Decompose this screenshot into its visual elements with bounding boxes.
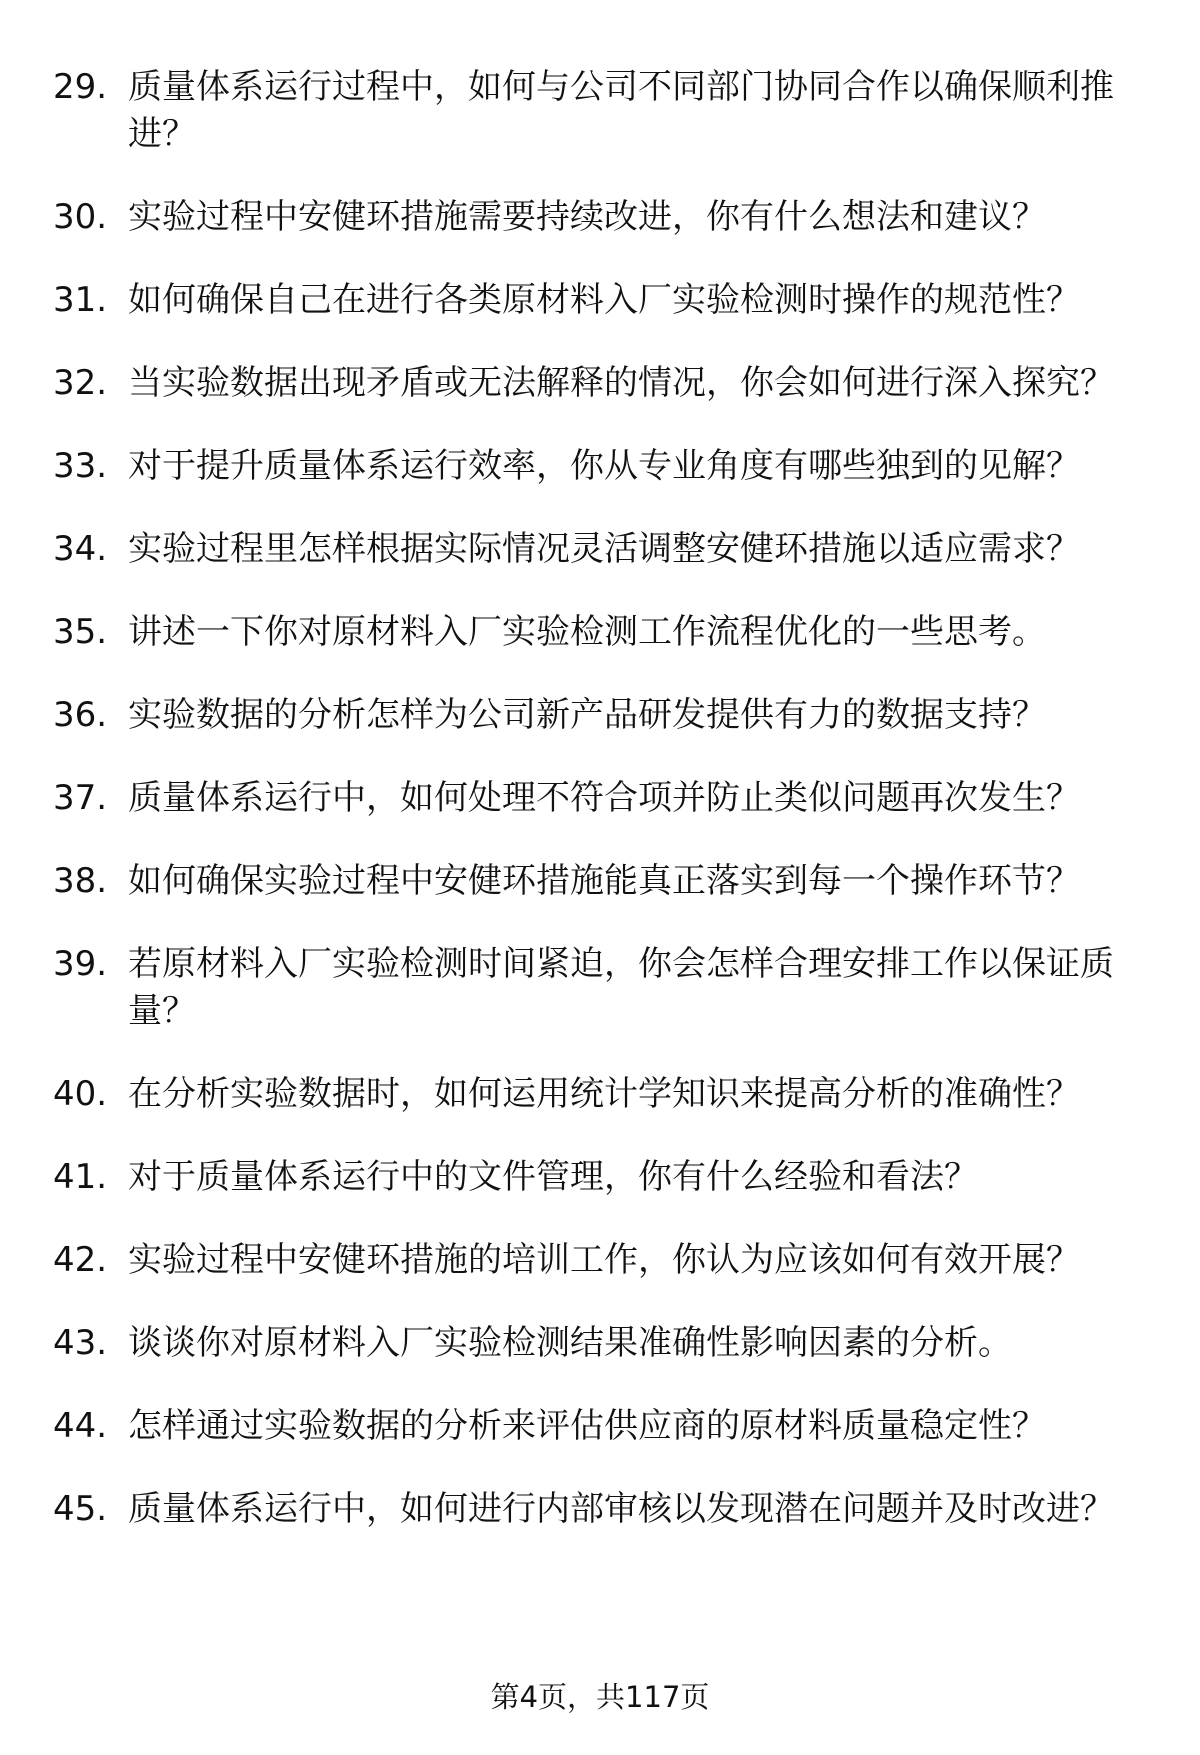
question-text: 对于提升质量体系运行效率，你从专业角度有哪些独到的见解？ [128,446,1080,486]
question-item [53,277,1163,324]
question-number: 34. [53,529,108,569]
question-item [53,1154,1163,1201]
question-number: 39. [53,944,108,984]
question-number: 43. [53,1323,108,1363]
question-number: 33. [53,446,108,486]
question-number: 40. [53,1074,108,1114]
question-number: 36. [53,695,108,735]
question-text: 实验过程中安健环措施需要持续改进，你有什么想法和建议？ [128,197,1046,237]
question-item [53,64,1163,158]
question-text: 质量体系运行过程中，如何与公司不同部门协同合作以确保顺利推进？ [128,67,1114,154]
question-number: 29. [53,67,108,107]
question-text: 实验过程里怎样根据实际情况灵活调整安健环措施以适应需求？ [128,529,1080,569]
question-item [53,1486,1163,1533]
question-item [53,858,1163,905]
page-number: 第4页，共117页 [490,1680,710,1714]
question-item [53,1320,1163,1367]
question-item [53,526,1163,573]
question-text: 若原材料入厂实验检测时间紧迫，你会怎样合理安排工作以保证质量？ [128,944,1114,1031]
question-item [53,775,1163,822]
question-number: 45. [53,1489,108,1529]
question-item [53,692,1163,739]
question-item [53,609,1163,656]
question-text: 讲述一下你对原材料入厂实验检测工作流程优化的一些思考。 [128,612,1046,652]
question-number: 42. [53,1240,108,1280]
question-number: 32. [53,363,108,403]
question-text: 如何确保自己在进行各类原材料入厂实验检测时操作的规范性？ [128,280,1080,320]
question-number: 44. [53,1406,108,1446]
question-item [53,443,1163,490]
question-number: 31. [53,280,108,320]
question-text: 质量体系运行中，如何进行内部审核以发现潜在问题并及时改进？ [128,1489,1114,1529]
question-item [53,360,1163,407]
question-item [53,1237,1163,1284]
question-text: 当实验数据出现矛盾或无法解释的情况，你会如何进行深入探究？ [128,363,1114,403]
question-item [53,941,1163,1035]
question-number: 37. [53,778,108,818]
question-item [53,1403,1163,1450]
question-item [53,194,1163,241]
question-number: 30. [53,197,108,237]
question-number: 38. [53,861,108,901]
question-number: 41. [53,1157,108,1197]
question-text: 怎样通过实验数据的分析来评估供应商的原材料质量稳定性？ [128,1406,1046,1446]
question-text: 对于质量体系运行中的文件管理，你有什么经验和看法？ [128,1157,978,1197]
question-number: 35. [53,612,108,652]
question-text: 实验数据的分析怎样为公司新产品研发提供有力的数据支持？ [128,695,1046,735]
question-text: 谈谈你对原材料入厂实验检测结果准确性影响因素的分析。 [128,1323,1012,1363]
question-text: 如何确保实验过程中安健环措施能真正落实到每一个操作环节？ [128,861,1080,901]
question-text: 质量体系运行中，如何处理不符合项并防止类似问题再次发生？ [128,778,1080,818]
question-item [53,1071,1163,1118]
question-text: 在分析实验数据时，如何运用统计学知识来提高分析的准确性？ [128,1074,1080,1114]
question-list [53,64,1163,1569]
question-text: 实验过程中安健环措施的培训工作，你认为应该如何有效开展？ [128,1240,1080,1280]
